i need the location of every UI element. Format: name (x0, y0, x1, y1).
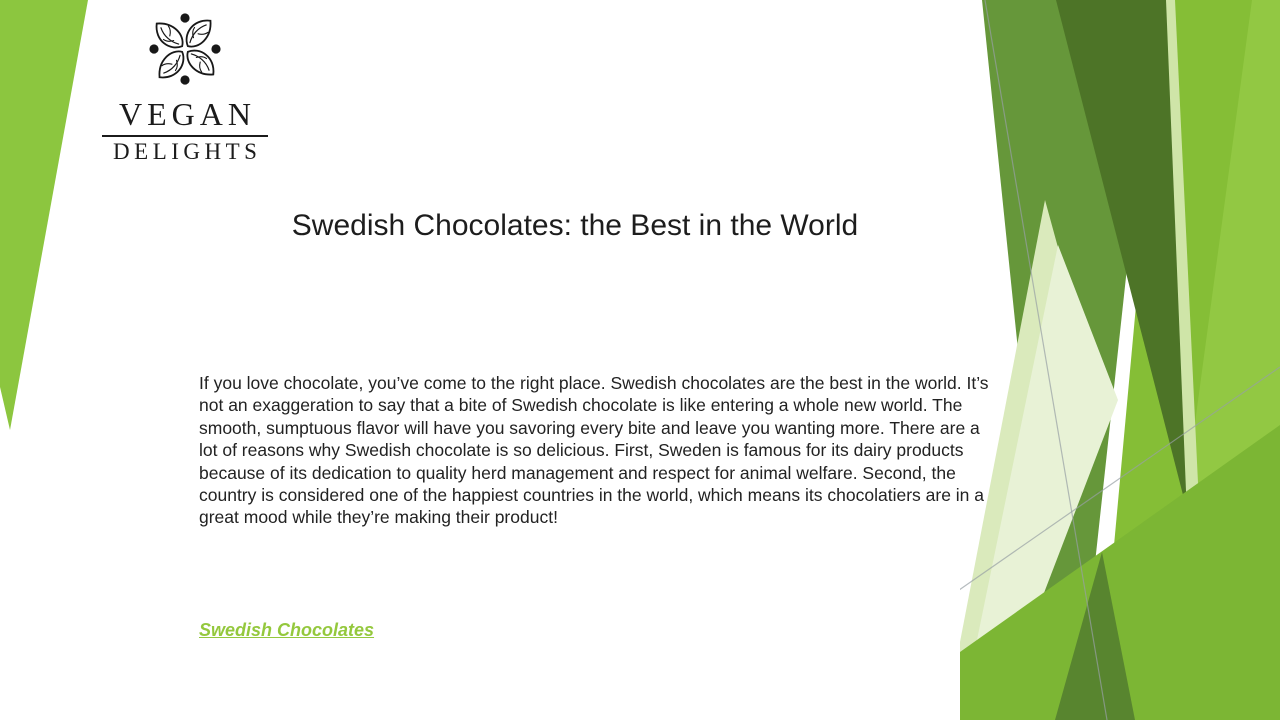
left-accent-bar (0, 0, 100, 720)
right-accent-decoration (960, 0, 1280, 720)
four-leaf-flower-icon (144, 10, 226, 88)
brand-name-delights: DELIGHTS (113, 138, 262, 164)
brand-logo (96, 10, 274, 164)
slide-title: Swedish Chocolates: the Best in the World (291, 209, 859, 242)
brand-divider (102, 135, 268, 137)
brand-name-vegan: VEGAN (119, 96, 256, 132)
swedish-chocolates-link[interactable]: Swedish Chocolates (199, 620, 375, 640)
body-paragraph: If you love chocolate, you’ve come to the right place. Swedish chocolates are the best in the world. It’s not an exaggeration to say that a bite of Swedish chocolate is like entering a whole new world. The smooth, sumptuous flavor will have you savoring every bite and leave you wanting more. There are a lot of reasons why Swedish chocolate is so delicious. First, Sweden is famous for its dairy products because of its dedication to quality herd management and respect for animal welfare. Second, the country is considered one of the happiest countries in the world, which means its chocolatiers are in a great mood while they’re making their product! (199, 373, 989, 528)
